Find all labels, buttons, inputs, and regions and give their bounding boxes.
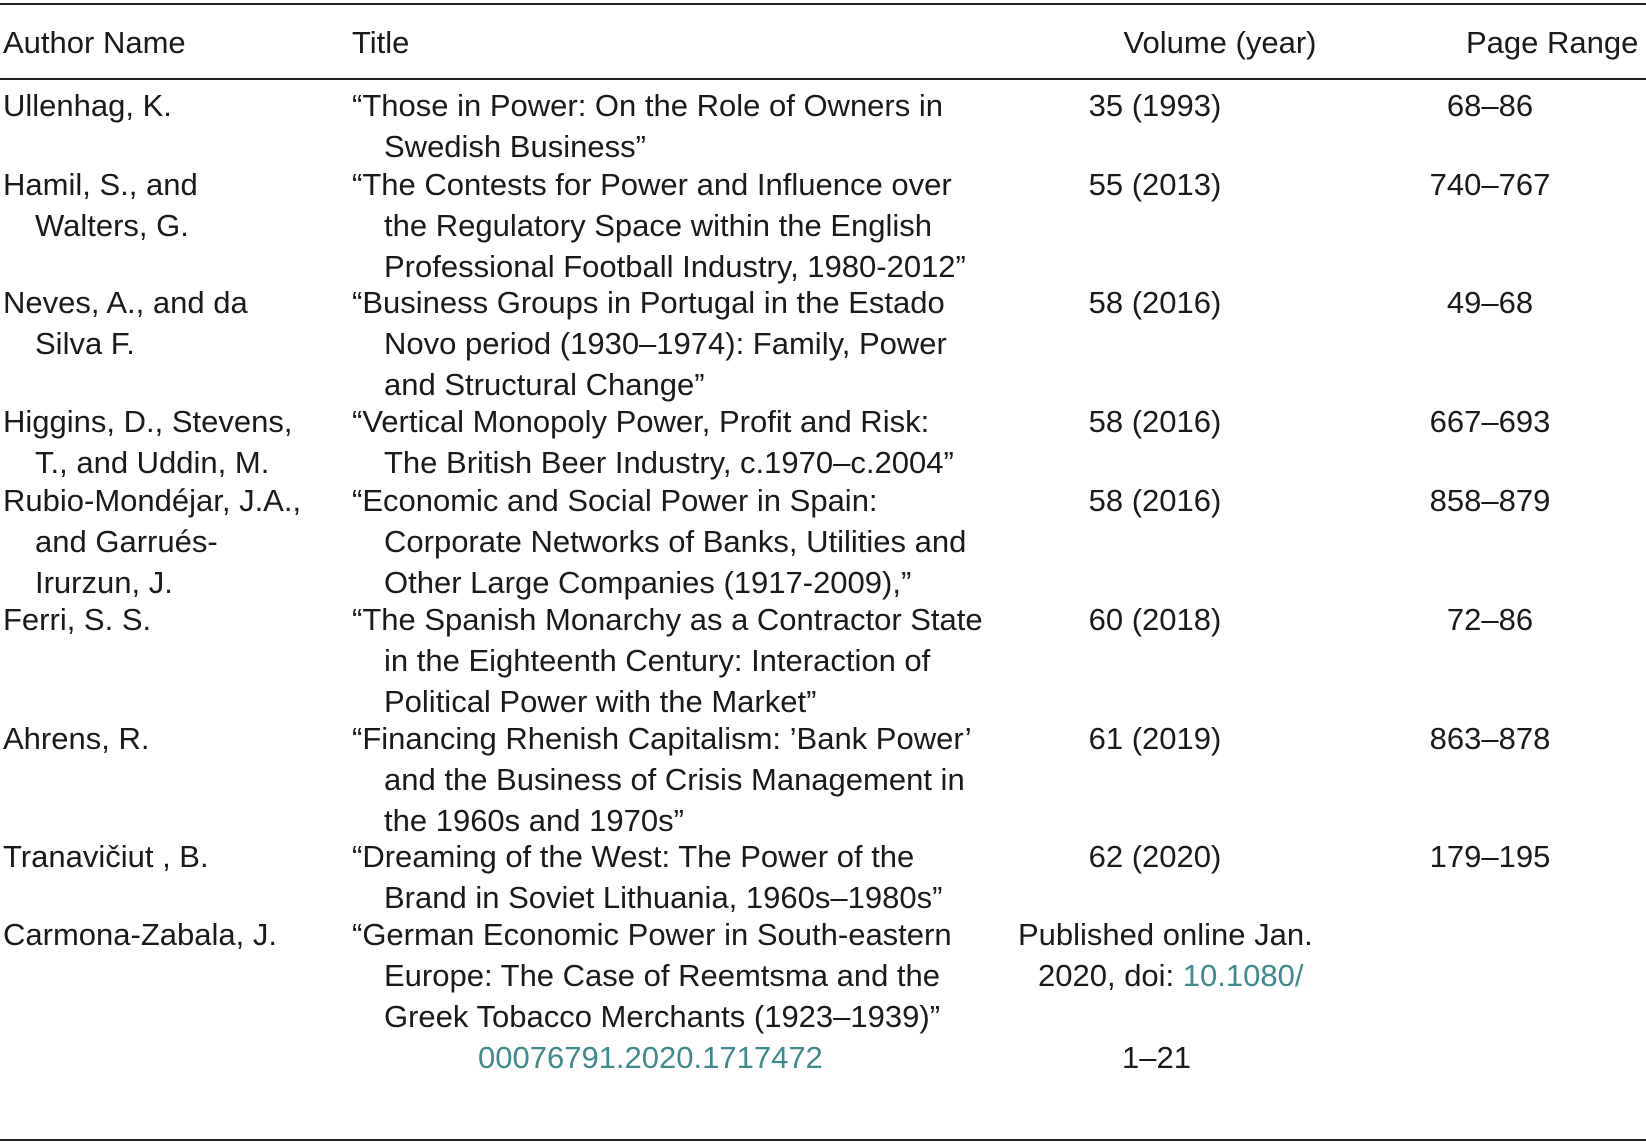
title-line: in the Eighteenth Century: Interaction of bbox=[384, 643, 931, 678]
title-line: “Those in Power: On the Role of Owners in bbox=[352, 88, 943, 123]
doi-link-part1[interactable]: 10.1080/ bbox=[1182, 958, 1304, 993]
author-cell bbox=[3, 836, 333, 877]
volume-cell: 62 (2020) bbox=[1088, 839, 1222, 874]
pages-cell: 1–21 bbox=[1122, 1040, 1191, 1075]
title-line: Brand in Soviet Lithuania, 1960s–1980s” bbox=[384, 880, 943, 915]
doi-prefix: 2020, doi: bbox=[1038, 958, 1183, 993]
title-line: “Business Groups in Portugal in the Estado bbox=[352, 285, 945, 320]
author-line: Walters, G. bbox=[35, 208, 189, 243]
header-pages: Page Range bbox=[1466, 25, 1639, 60]
title-line: Novo period (1930–1974): Family, Power bbox=[384, 326, 947, 361]
title-line: “The Spanish Monarchy as a Contractor State bbox=[352, 602, 983, 637]
author-cell bbox=[3, 401, 333, 483]
volume-cell: 35 (1993) bbox=[1088, 88, 1222, 123]
title-line: Professional Football Industry, 1980-2012” bbox=[384, 249, 966, 284]
volume-line: Published online Jan. bbox=[1018, 917, 1313, 952]
pages-cell: 72–86 bbox=[1446, 602, 1534, 637]
title-line: and Structural Change” bbox=[384, 367, 705, 402]
volume-cell bbox=[1018, 914, 1348, 996]
title-line: the 1960s and 1970s” bbox=[384, 803, 684, 838]
volume-cell: 60 (2018) bbox=[1088, 602, 1222, 637]
pages-cell: 858–879 bbox=[1429, 483, 1551, 518]
title-line: Greek Tobacco Merchants (1923–1939)” bbox=[384, 999, 941, 1034]
title-line: “German Economic Power in South-eastern bbox=[352, 917, 952, 952]
title-line: and the Business of Crisis Management in bbox=[384, 762, 965, 797]
volume-cell: 61 (2019) bbox=[1088, 721, 1222, 756]
title-cell bbox=[352, 85, 992, 167]
title-line: Swedish Business” bbox=[384, 129, 646, 164]
title-line: Political Power with the Market” bbox=[384, 684, 817, 719]
title-line: Other Large Companies (1917-2009),” bbox=[384, 565, 912, 600]
volume-cell: 55 (2013) bbox=[1088, 167, 1222, 202]
table-header bbox=[0, 22, 1646, 64]
author-line: Ullenhag, K. bbox=[3, 88, 172, 123]
author-line: and Garrués- bbox=[35, 524, 218, 559]
table-header-rule bbox=[0, 78, 1646, 80]
volume-cell: 58 (2016) bbox=[1088, 404, 1222, 439]
author-line: Irurzun, J. bbox=[35, 565, 173, 600]
title-cell bbox=[352, 836, 992, 918]
author-line: Rubio-Mondéjar, J.A., bbox=[3, 483, 302, 518]
title-line: “Dreaming of the West: The Power of the bbox=[352, 839, 915, 874]
author-line: T., and Uddin, M. bbox=[35, 445, 270, 480]
author-cell bbox=[3, 480, 333, 603]
title-cell bbox=[352, 282, 992, 405]
author-cell bbox=[3, 164, 333, 246]
doi-link-part2[interactable]: 00076791.2020.1717472 bbox=[478, 1040, 823, 1075]
title-line: “Financing Rhenish Capitalism: ’Bank Power’ bbox=[352, 721, 972, 756]
pages-cell: 863–878 bbox=[1429, 721, 1551, 756]
title-cell bbox=[352, 480, 992, 603]
title-line: “The Contests for Power and Influence over bbox=[352, 167, 952, 202]
title-line: “Economic and Social Power in Spain: bbox=[352, 483, 878, 518]
author-line: Ahrens, R. bbox=[3, 721, 150, 756]
volume-line bbox=[1018, 955, 1348, 996]
title-line: “Vertical Monopoly Power, Profit and Risk: bbox=[352, 404, 930, 439]
pages-cell: 740–767 bbox=[1429, 167, 1551, 202]
title-line: Corporate Networks of Banks, Utilities and bbox=[384, 524, 967, 559]
title-cell bbox=[352, 599, 992, 722]
title-cell bbox=[352, 914, 992, 1037]
author-line: Ferri, S. S. bbox=[3, 602, 152, 637]
pages-cell: 179–195 bbox=[1429, 839, 1551, 874]
author-line: Tranavičiut , B. bbox=[3, 839, 209, 874]
author-cell bbox=[3, 718, 333, 759]
pages-cell: 68–86 bbox=[1446, 88, 1534, 123]
volume-cell: 58 (2016) bbox=[1088, 483, 1222, 518]
title-cell bbox=[352, 401, 992, 483]
author-line: Hamil, S., and bbox=[3, 167, 198, 202]
header-author: Author Name bbox=[3, 25, 186, 60]
title-line: The British Beer Industry, c.1970–c.2004” bbox=[384, 445, 954, 480]
author-cell: Carmona-Zabala, J. bbox=[3, 917, 277, 952]
header-title: Title bbox=[352, 25, 410, 60]
author-cell bbox=[3, 85, 333, 126]
pages-cell: 667–693 bbox=[1429, 404, 1551, 439]
author-line: Neves, A., and da bbox=[3, 285, 248, 320]
table-top-rule bbox=[0, 3, 1646, 5]
title-cell bbox=[352, 718, 992, 841]
title-line: the Regulatory Space within the English bbox=[384, 208, 932, 243]
volume-cell: 58 (2016) bbox=[1088, 285, 1222, 320]
title-line: Europe: The Case of Reemtsma and the bbox=[384, 958, 941, 993]
author-line: Silva F. bbox=[35, 326, 135, 361]
author-cell bbox=[3, 599, 333, 640]
table-bottom-rule bbox=[0, 1139, 1646, 1141]
header-volume: Volume (year) bbox=[1123, 25, 1317, 60]
author-line: Higgins, D., Stevens, bbox=[3, 404, 293, 439]
pages-cell: 49–68 bbox=[1446, 285, 1534, 320]
author-cell bbox=[3, 282, 333, 364]
title-cell bbox=[352, 164, 992, 287]
